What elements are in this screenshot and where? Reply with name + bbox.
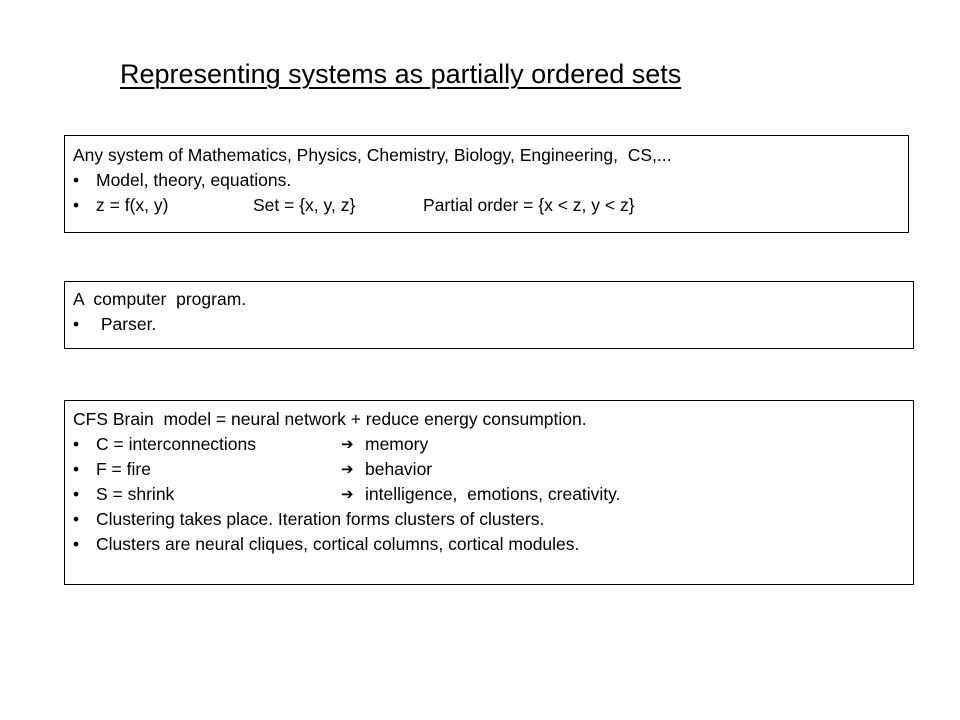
systems-heading: Any system of Mathematics, Physics, Chemistry, Biology, Engineering, CS,... [73, 145, 672, 165]
slide-title: Representing systems as partially ordered sets [120, 59, 682, 89]
list-item [73, 193, 908, 218]
list-item [73, 312, 913, 337]
bullet-icon: • [73, 459, 80, 479]
right-arrow-icon: ➔ [341, 460, 354, 478]
item-value: behavior [365, 459, 433, 479]
list-item [73, 168, 908, 193]
program-heading: A computer program. [73, 289, 247, 309]
item-key: S = shrink [96, 484, 175, 504]
bullet-icon: • [73, 170, 80, 190]
function-text: z = f(x, y) [96, 195, 169, 215]
item-key: F = fire [96, 459, 151, 479]
list-item-text: Clusters are neural cliques, cortical columns, cortical modules. [96, 534, 580, 554]
list-item [73, 457, 913, 482]
bullet-icon: • [73, 195, 80, 215]
cfs-box [64, 400, 914, 585]
list-item [73, 432, 913, 457]
bullet-icon: • [73, 484, 80, 504]
partial-order-text: Partial order = {x < z, y < z} [423, 195, 635, 215]
item-value: intelligence, emotions, creativity. [365, 484, 621, 504]
list-item [73, 532, 913, 557]
bullet-icon: • [73, 314, 80, 334]
item-key: C = interconnections [96, 434, 257, 454]
right-arrow-icon: ➔ [341, 485, 354, 503]
bullet-icon: • [73, 534, 80, 554]
list-item [73, 507, 913, 532]
bullet-icon: • [73, 509, 80, 529]
right-arrow-icon: ➔ [341, 435, 354, 453]
list-item-text: Clustering takes place. Iteration forms clusters of clusters. [96, 509, 545, 529]
bullet-icon: • [73, 434, 80, 454]
cfs-heading: CFS Brain model = neural network + reduce energy consumption. [73, 409, 587, 429]
systems-box [64, 135, 909, 233]
list-item-text: Model, theory, equations. [96, 170, 292, 190]
set-text: Set = {x, y, z} [253, 195, 356, 215]
list-item-text: Parser. [96, 314, 157, 334]
list-item [73, 482, 913, 507]
program-box [64, 281, 914, 349]
item-value: memory [365, 434, 429, 454]
